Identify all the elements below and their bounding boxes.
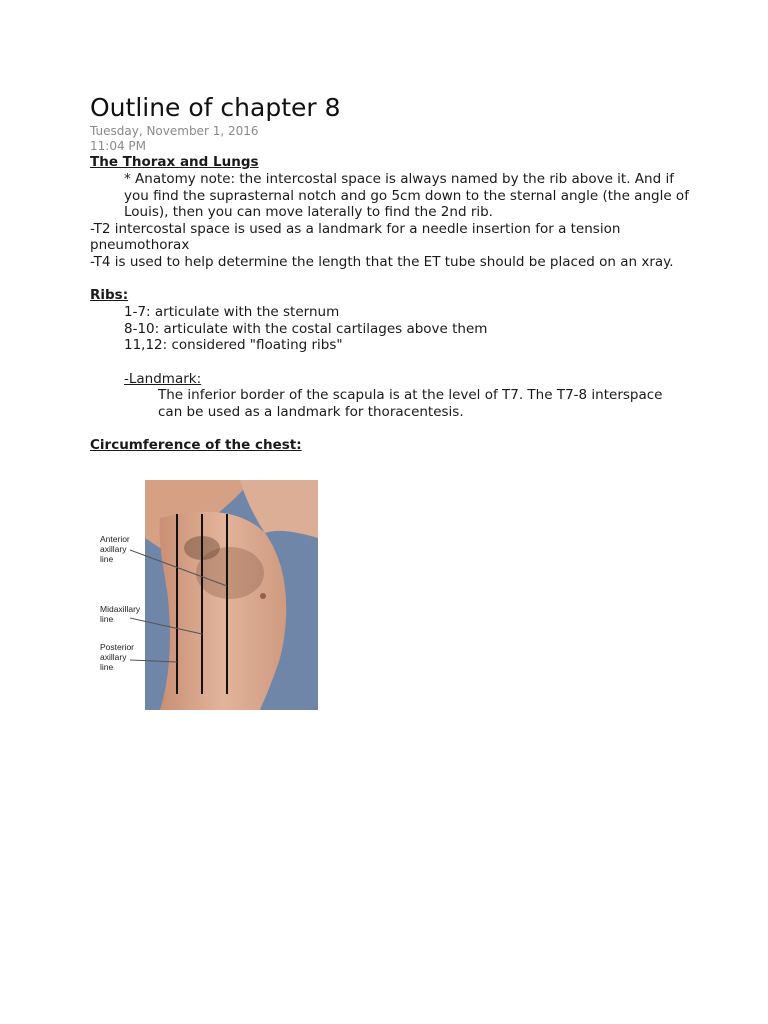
nipple bbox=[260, 593, 266, 599]
ribs-item: 1-7: articulate with the sternum bbox=[124, 304, 340, 321]
landmark-heading: -Landmark: bbox=[124, 370, 202, 387]
page-title: Outline of chapter 8 bbox=[90, 93, 341, 122]
chest-heading: Circumference of the chest: bbox=[90, 436, 302, 453]
t4-note: -T4 is used to help determine the length that the ET tube should be placed on an xray. bbox=[90, 253, 674, 270]
torso-shape bbox=[160, 512, 287, 710]
anterior-axillary-label: Anterior axillary line bbox=[100, 534, 130, 564]
landmark-text: The inferior border of the scapula is at the level of T7. The T7-8 interspace can be used as a landmark for thoracentesis. bbox=[158, 387, 663, 420]
posterior-axillary-label: Posterior axillary line bbox=[100, 642, 135, 672]
ribs-item: 8-10: articulate with the costal cartilages above them bbox=[124, 320, 488, 337]
midaxillary-label: Midaxillary line bbox=[100, 604, 141, 624]
t2-note: -T2 intercostal space is used as a landmark for a needle insertion for a tension pneumothorax bbox=[90, 220, 621, 254]
anatomy-note: * Anatomy note: the intercostal space is always named by the rib above it. And if you find the suprasternal notch and go 5cm down to the sternal angle (the angle of Louis), then you can move laterally to find the 2nd rib. bbox=[124, 171, 689, 221]
axillary-lines-figure bbox=[90, 478, 330, 712]
note-page bbox=[90, 92, 690, 454]
note-date: Tuesday, November 1, 2016 bbox=[90, 124, 259, 138]
ribs-heading: Ribs: bbox=[90, 287, 129, 304]
note-time: 11:04 PM bbox=[90, 139, 146, 153]
torso-photo bbox=[90, 478, 330, 712]
ribs-item: 11,12: considered "floating ribs" bbox=[124, 337, 343, 354]
thorax-heading: The Thorax and Lungs bbox=[90, 154, 259, 170]
